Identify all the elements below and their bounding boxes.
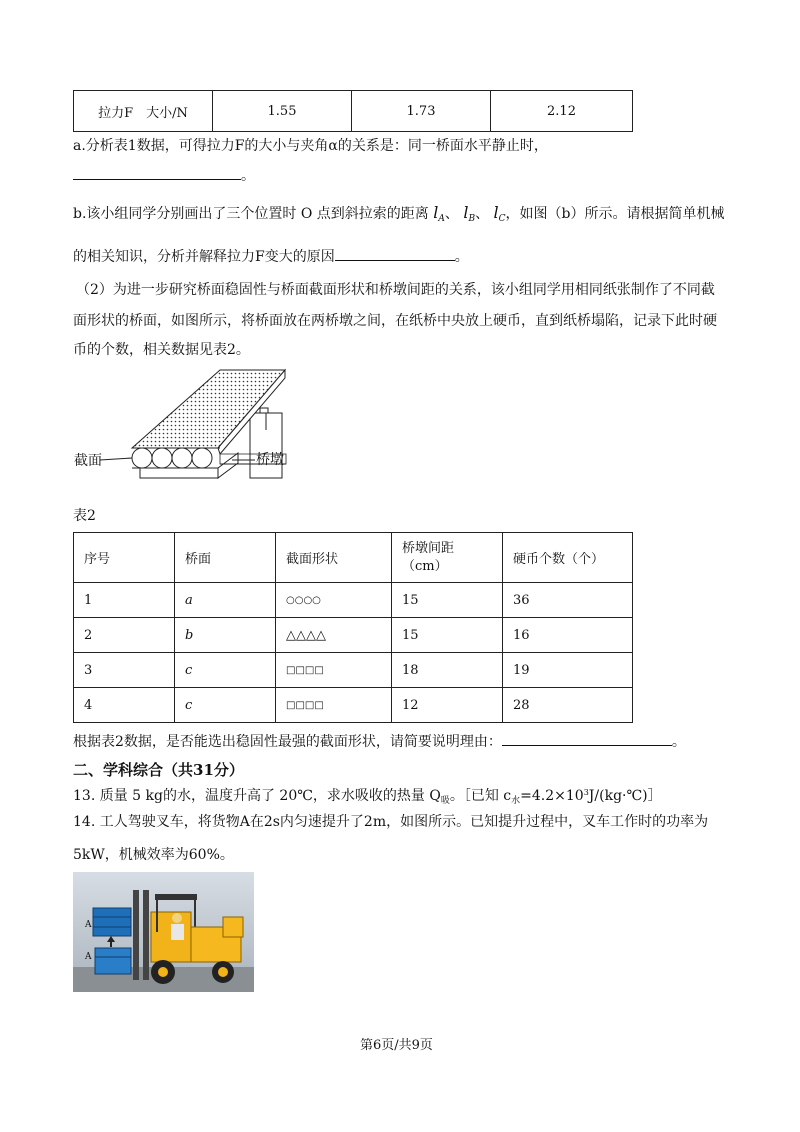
q14-line2: 5kW，机械效率为60%。 xyxy=(73,847,234,863)
table2-header: 截面形状 xyxy=(276,533,392,583)
table-row xyxy=(74,618,633,653)
answer-blank[interactable] xyxy=(335,246,455,261)
question-b-end: 。 xyxy=(454,249,469,265)
table2-header: 桥面 xyxy=(175,533,276,583)
table2-cell: 19 xyxy=(503,653,633,688)
table2-header: 序号 xyxy=(74,533,175,583)
q13-mid: 。［已知 c xyxy=(449,788,512,804)
table2-cell: 18 xyxy=(392,653,503,688)
l-a: $l_A$ xyxy=(433,203,445,224)
table1-cell: 2.12 xyxy=(491,91,633,132)
question-table2 xyxy=(73,731,686,752)
question-table2-text: 根据表2数据，是否能选出稳固性最强的截面形状，请简要说明理由： xyxy=(73,734,502,750)
answer-blank[interactable] xyxy=(502,731,672,746)
table-row xyxy=(74,653,633,688)
table2-cell: 16 xyxy=(503,618,633,653)
l-b: $l_B$ xyxy=(463,203,476,224)
table2-header: 桥墩间距（cm） xyxy=(392,533,503,583)
table1-cell: 1.73 xyxy=(352,91,491,132)
table2-cell: 3 xyxy=(74,653,175,688)
question-b-line2 xyxy=(73,246,469,267)
table-row xyxy=(74,688,633,723)
question-b-text2: ，如图（b）所示。请根据简单机械 xyxy=(505,206,725,222)
q2-line2: 面形状的桥面，如图所示，将桥面放在两桥墩之间，在纸桥中央放上硬币，直到纸桥塌陷，记录下此时硬 xyxy=(73,313,717,329)
question-b-text3: 的相关知识，分析并解释拉力F变大的原因 xyxy=(73,249,335,265)
separator: 、 xyxy=(475,206,490,222)
question-a-answer-line xyxy=(73,165,255,186)
table1-row-label: 拉力F 大小/N xyxy=(74,91,213,132)
crate-label-top: A xyxy=(85,920,92,930)
page-number: 第6页/共9页 xyxy=(360,1038,433,1053)
q13-value: =4.2×10 xyxy=(520,788,584,804)
crate-label-bottom: A xyxy=(85,952,92,962)
q2-line3: 币的个数，相关数据见表2。 xyxy=(73,342,250,358)
q13-exp: 3 xyxy=(583,788,589,797)
question-b-line1 xyxy=(73,203,725,229)
table-row xyxy=(74,583,633,618)
table2-header: 硬币个数（个） xyxy=(503,533,633,583)
q13-sub: 吸 xyxy=(440,796,450,806)
table2-cell: □□□□ xyxy=(276,653,392,688)
table2 xyxy=(73,532,633,723)
table2-cell: 12 xyxy=(392,688,503,723)
label-pier: 桥墩 xyxy=(256,452,284,468)
table2-caption: 表2 xyxy=(73,508,96,524)
question-a-end: 。 xyxy=(241,168,255,184)
q13-c-sub: 水 xyxy=(511,796,521,806)
table2-cell: 36 xyxy=(503,583,633,618)
table2-cell: 15 xyxy=(392,583,503,618)
table2-cell: 4 xyxy=(74,688,175,723)
table2-cell: b xyxy=(175,618,276,653)
q2-line1: （2）为进一步研究桥面稳固性与桥面截面形状和桥墩间距的关系，该小组同学用相同纸张制作了不同截 xyxy=(76,282,715,298)
table2-cell: 2 xyxy=(74,618,175,653)
table2-cell: a xyxy=(175,583,276,618)
forklift-photo xyxy=(73,872,254,992)
table2-cell: 1 xyxy=(74,583,175,618)
q14-line1: 14. 工人驾驶叉车，将货物A在2s内匀速提升了2m，如图所示。已知提升过程中，叉车工作时的功率为 xyxy=(73,814,709,830)
table2-cell: 15 xyxy=(392,618,503,653)
q13-text: 13. 质量 5 kg的水，温度升高了 20℃，求水吸收的热量 Q xyxy=(73,788,441,804)
question-table2-end: 。 xyxy=(671,734,686,750)
question-a xyxy=(73,136,548,156)
question-13 xyxy=(73,783,662,811)
answer-blank[interactable] xyxy=(73,165,241,180)
table1-cell: 1.55 xyxy=(213,91,352,132)
q13-unit: J/(kg·℃)］ xyxy=(588,788,662,804)
table2-cell: ○○○○ xyxy=(276,583,392,618)
question-b-text: b.该小组同学分别画出了三个位置时 O 点到斜拉索的距离 xyxy=(73,206,429,222)
table2-cell: c xyxy=(175,688,276,723)
section-title: 二、学科综合（共31分） xyxy=(73,761,244,779)
table2-cell: △△△△ xyxy=(276,618,392,653)
label-section: 截面 xyxy=(74,453,102,469)
table1-force-row xyxy=(73,90,633,132)
table2-cell: 28 xyxy=(503,688,633,723)
separator: 、 xyxy=(444,206,459,222)
table2-cell: c xyxy=(175,653,276,688)
question-a-text: a.分析表1数据，可得拉力F的大小与夹角α的关系是：同一桥面水平静止时， xyxy=(73,138,548,154)
l-c: $l_C$ xyxy=(493,203,506,224)
table2-cell: □□□□ xyxy=(276,688,392,723)
